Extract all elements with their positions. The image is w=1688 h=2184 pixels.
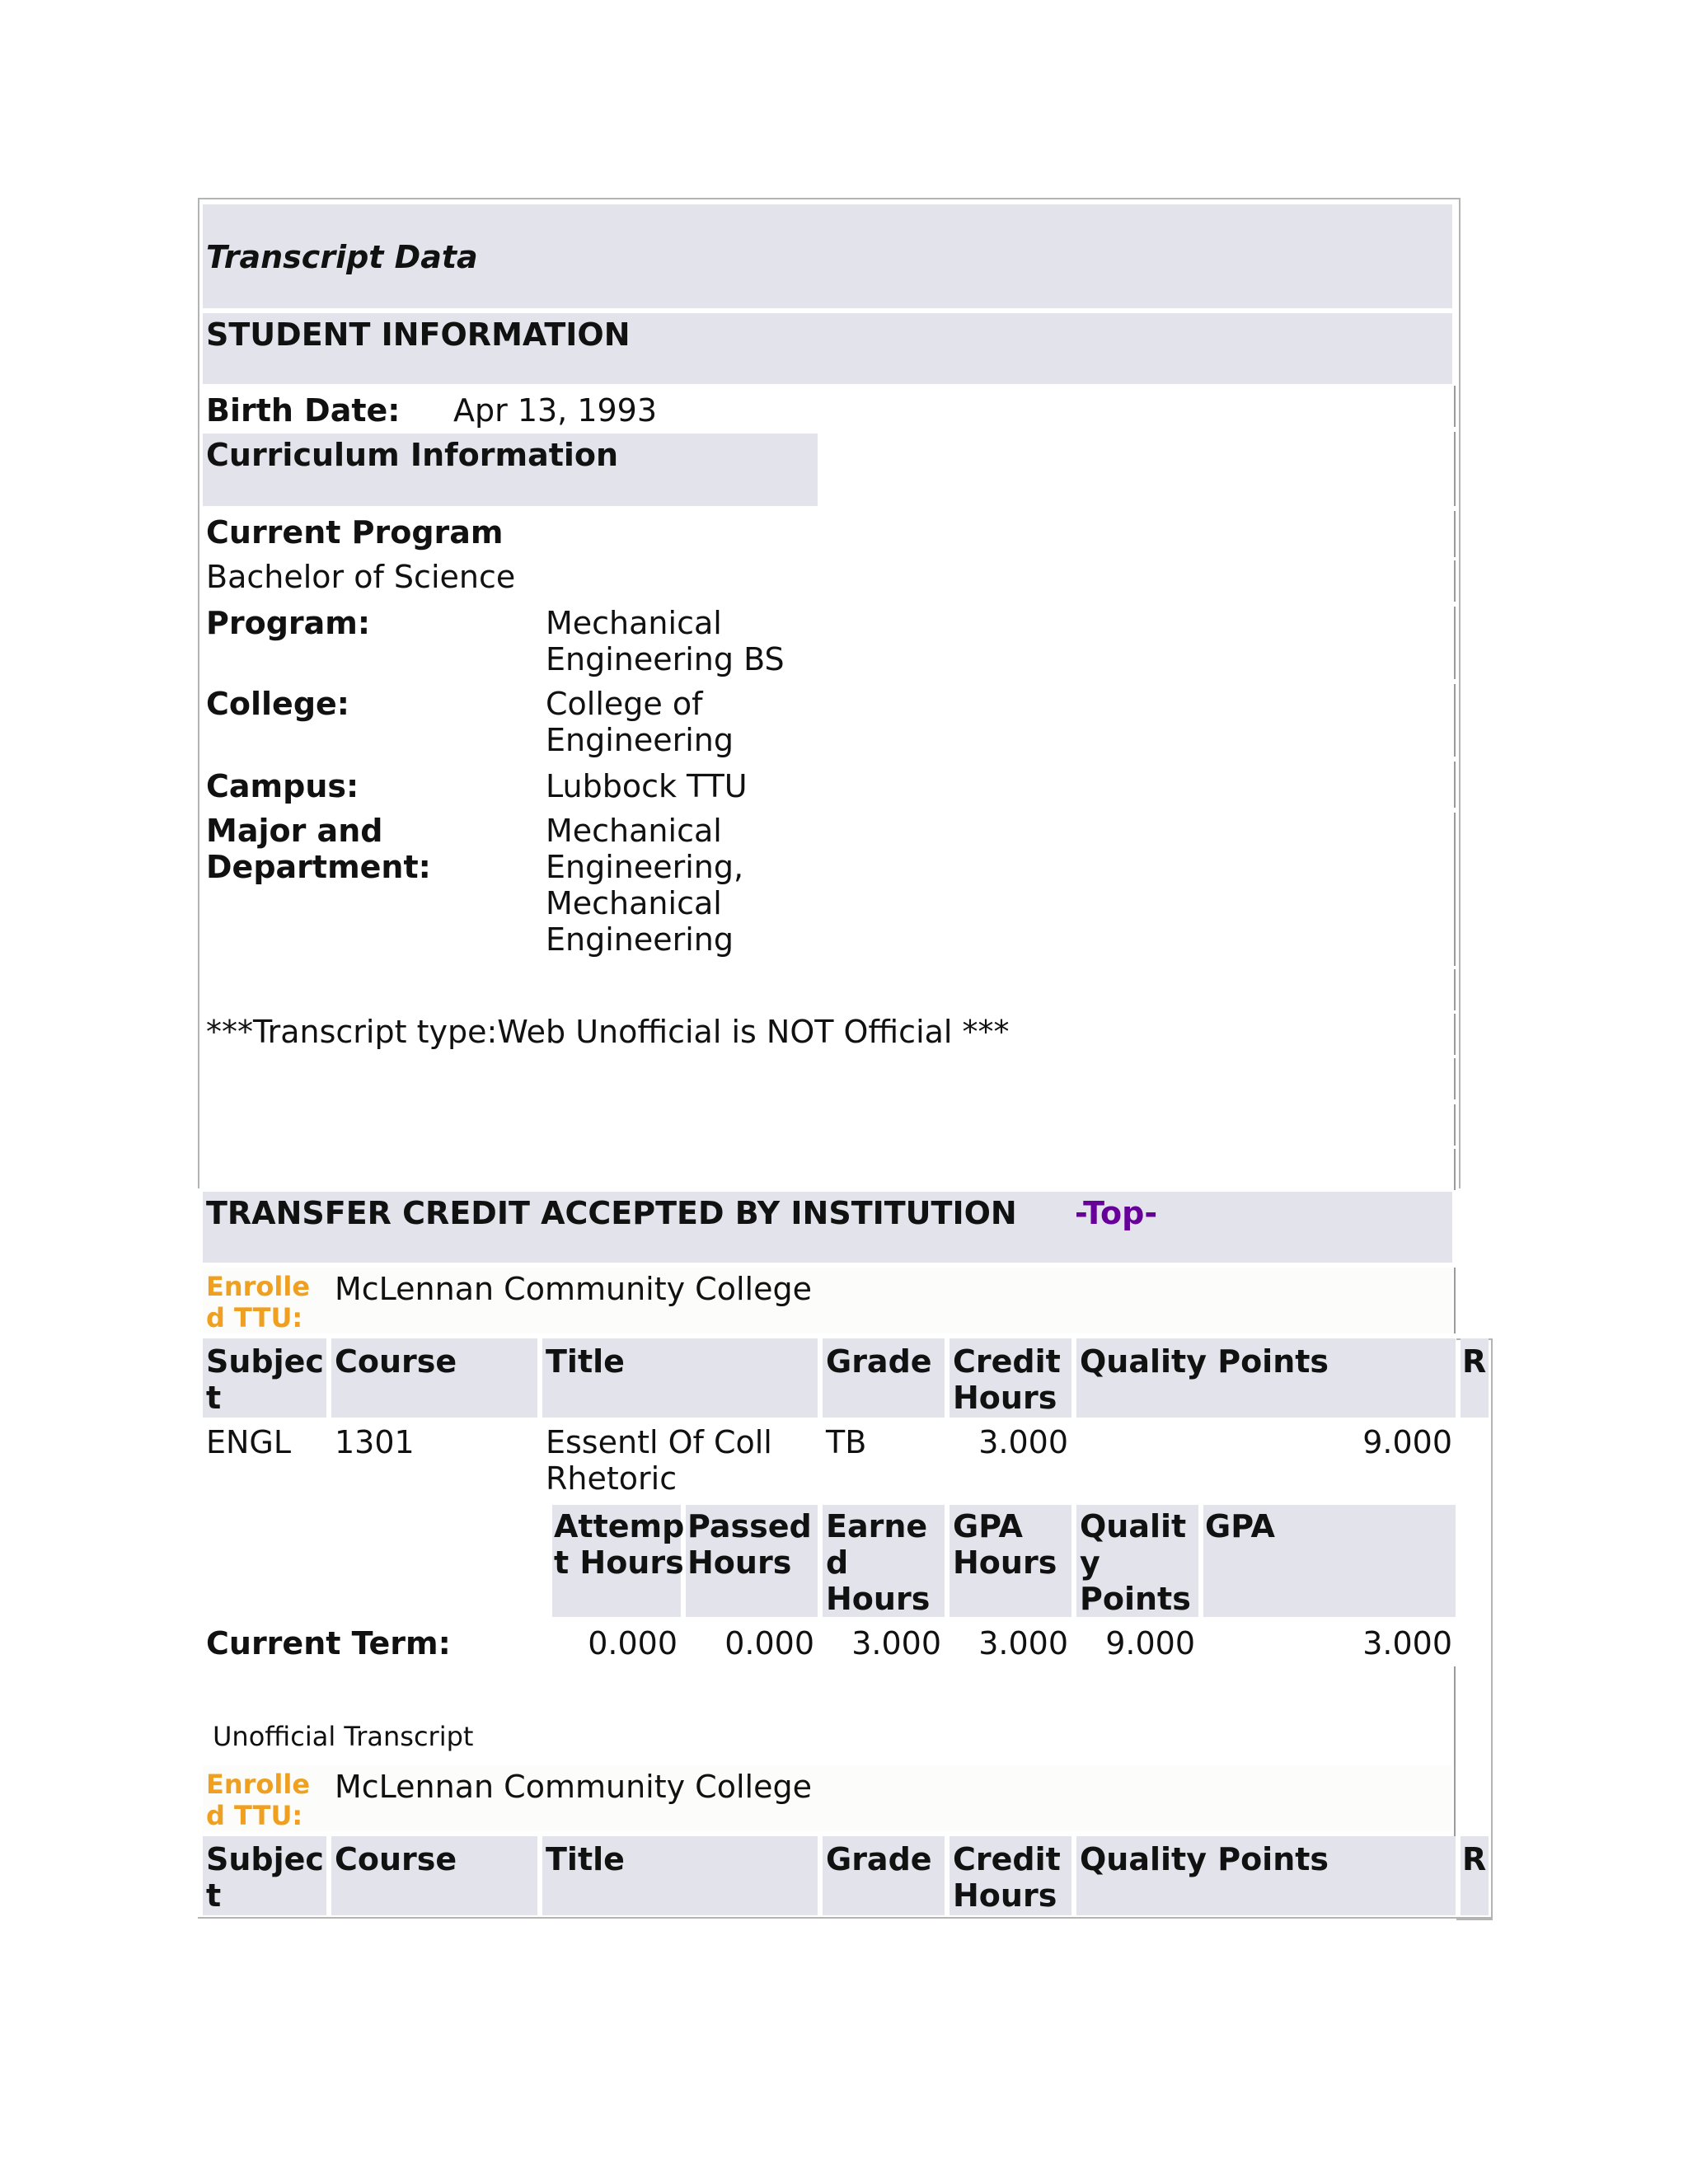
current-term-gpa: 3.000 [1362, 1625, 1452, 1661]
current-term-quality-points: 9.000 [1105, 1625, 1195, 1661]
row-divider [1454, 1268, 1456, 1333]
row-subject: ENGL [206, 1424, 292, 1460]
row-divider [1454, 1666, 1456, 1774]
current-term-earned-hours: 3.000 [851, 1625, 941, 1661]
row-divider [1454, 386, 1456, 427]
row-title: Essentl Of Coll Rhetoric [546, 1424, 772, 1497]
college-value: College of Engineering [546, 686, 734, 758]
current-term-attempt-hours: 0.000 [588, 1625, 678, 1661]
row-divider [1454, 969, 1456, 1010]
page-bottom-border [198, 1917, 1491, 1919]
degree-value: Bachelor of Science [206, 559, 516, 595]
program-value: Mechanical Engineering BS [546, 605, 785, 677]
institution-name: McLennan Community College [335, 1271, 812, 1307]
row-divider [1454, 607, 1456, 679]
college-label: College: [206, 686, 349, 722]
col-course-2: Course [335, 1841, 457, 1877]
row-divider [1454, 1104, 1456, 1146]
row-divider [1454, 511, 1456, 557]
campus-value: Lubbock TTU [546, 768, 748, 804]
col-quality-points-2: Quality Points [1080, 1841, 1329, 1877]
col-quality-points: Quality Points [1080, 1343, 1329, 1380]
institution-name-2: McLennan Community College [335, 1769, 812, 1805]
enrolled-ttu-label-2: Enrolle d TTU: [206, 1769, 311, 1831]
tot-col-gpa: GPA [1205, 1508, 1275, 1544]
col-credit-hours-2: Credit Hours [953, 1841, 1061, 1914]
campus-label: Campus: [206, 768, 359, 804]
col-grade-2: Grade [826, 1841, 932, 1877]
tot-col-gpa-hours: GPA Hours [953, 1508, 1057, 1581]
row-divider [1454, 1149, 1456, 1190]
row-divider [1454, 432, 1456, 506]
current-term-label: Current Term: [206, 1625, 451, 1661]
student-info-heading: STUDENT INFORMATION [206, 316, 631, 353]
row-divider [1454, 762, 1456, 808]
unofficial-transcript-label: Unofficial Transcript [213, 1721, 474, 1752]
row-grade: TB [826, 1424, 867, 1460]
col-subject-2: Subjec t [206, 1841, 324, 1914]
row-credit-hours: 3.000 [978, 1424, 1068, 1460]
current-term-gpa-hours: 3.000 [978, 1625, 1068, 1661]
page-title: Transcript Data [206, 239, 478, 275]
top-link[interactable]: -Top- [1075, 1195, 1158, 1231]
row-divider [1454, 1058, 1456, 1099]
col-course: Course [335, 1343, 457, 1380]
col-grade: Grade [826, 1343, 932, 1380]
col-r-2: R [1462, 1841, 1487, 1877]
col-credit-hours: Credit Hours [953, 1343, 1061, 1416]
transfer-credit-heading: TRANSFER CREDIT ACCEPTED BY INSTITUTION [206, 1195, 1017, 1231]
row-divider [1454, 560, 1456, 602]
row-divider [1454, 813, 1456, 966]
current-program-label: Current Program [206, 514, 504, 551]
tot-col-passed-hours: Passed Hours [687, 1508, 812, 1581]
row-divider [1454, 1014, 1456, 1055]
col-r: R [1462, 1343, 1487, 1380]
col-title: Title [546, 1343, 625, 1380]
col-title-2: Title [546, 1841, 625, 1877]
current-term-passed-hours: 0.000 [724, 1625, 814, 1661]
col-subject: Subjec t [206, 1343, 324, 1416]
major-label: Major and Department: [206, 813, 431, 885]
row-course: 1301 [335, 1424, 415, 1460]
birth-date-label: Birth Date: [206, 392, 401, 429]
tot-col-quality-points: Qualit y Points [1080, 1508, 1191, 1617]
birth-date-value: Apr 13, 1993 [453, 392, 658, 429]
major-value: Mechanical Engineering, Mechanical Engineering [546, 813, 744, 958]
tot-col-earned-hours: Earne d Hours [826, 1508, 931, 1617]
transcript-type-note: ***Transcript type:Web Unofficial is NOT Official *** [206, 1014, 1010, 1050]
row-divider [1454, 684, 1456, 757]
row-quality-points: 9.000 [1362, 1424, 1452, 1460]
tot-col-attempt-hours: Attemp t Hours [554, 1508, 685, 1581]
enrolled-ttu-label: Enrolle d TTU: [206, 1271, 311, 1333]
curriculum-heading: Curriculum Information [206, 437, 619, 473]
program-label: Program: [206, 605, 371, 641]
table-right-frame [1456, 1338, 1493, 1920]
